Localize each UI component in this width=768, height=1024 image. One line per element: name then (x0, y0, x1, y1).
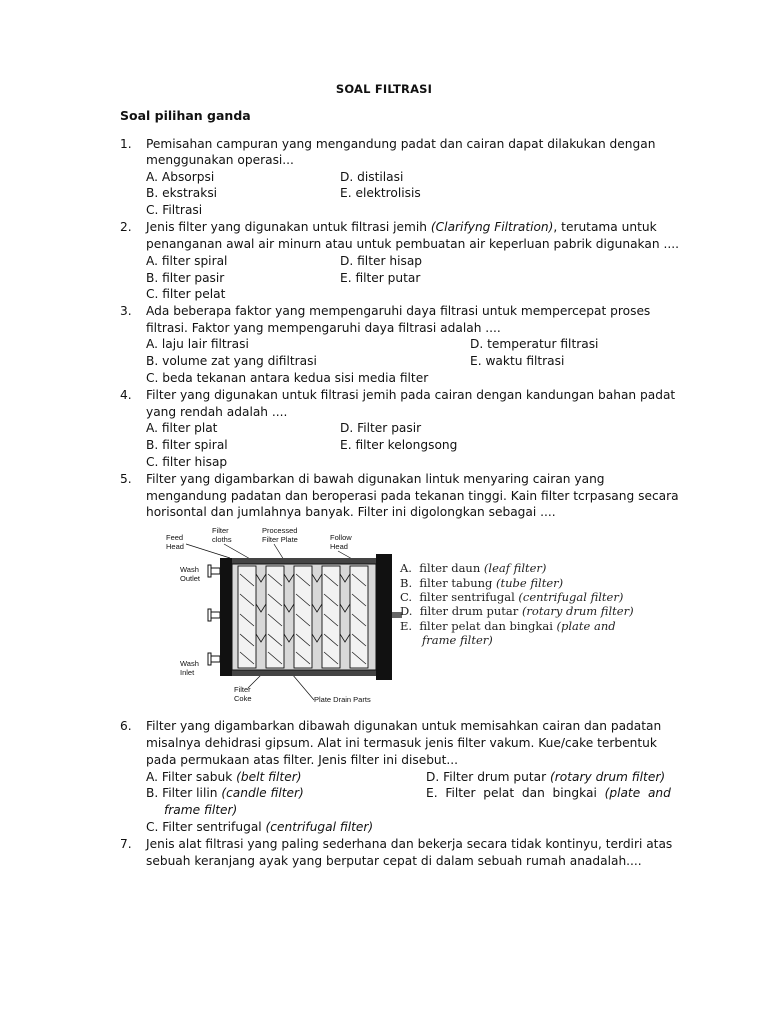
option-italic: (tube filter) (496, 576, 564, 590)
option-text: C. Filter sentrifugal (146, 820, 266, 834)
question-text: horisontal dan jumlahnya banyak. Filter ini digolongkan sebagai .... (146, 505, 556, 519)
label-plate-drain: Plate Drain Parts (314, 695, 371, 704)
option-d (426, 769, 665, 785)
question-text: misalnya dehidrasi gipsum. Alat ini termasuk jenis filter vakum. Kue/cake terbentuk (146, 736, 657, 750)
option-a: A. laju lair filtrasi (146, 337, 249, 351)
question-text: penanganan awal air minurn atau untuk pembuatan air keperluan pabrik digunakan .... (146, 237, 679, 251)
option-italic: (belt filter) (236, 770, 302, 784)
question-text: sebuah keranjang ayak yang berputar cepat di dalam sebuah rumah anadalah.... (146, 854, 642, 868)
question-number: 5. (120, 472, 132, 486)
option-e: E. filter kelongsong (340, 438, 458, 452)
option-b: B. volume zat yang difiltrasi (146, 354, 317, 368)
option-italic: (centrifugal filter) (518, 590, 624, 604)
option-text: filter drum putar (419, 604, 522, 618)
label-processed: Processed (262, 526, 298, 535)
label-wash-outlet-2: Outlet (180, 574, 201, 583)
option-key: A. (400, 561, 412, 575)
option-b-cont (164, 802, 237, 818)
question-text-part: , terutama untuk (553, 220, 657, 234)
label-filter-cloths-1: Filter (212, 526, 229, 535)
option-italic: (rotary drum filter) (550, 770, 666, 784)
label-wash-inlet-2: Inlet (180, 668, 195, 677)
figure-option-b (400, 576, 563, 591)
label-feed: Feed (166, 533, 184, 542)
question-number: 3. (120, 304, 132, 318)
label-feed-head: Head (166, 542, 184, 551)
option-d: D. distilasi (340, 170, 404, 184)
option-key: B. (400, 576, 413, 590)
label-filter-plate: Filter Plate (262, 535, 298, 544)
question-text-part: Jenis filter yang digunakan untuk filtrasi jemih (146, 220, 431, 234)
question-number: 1. (120, 137, 132, 151)
option-italic: (plate and (556, 619, 616, 633)
option-d: D. Filter pasir (340, 421, 422, 435)
question-number: 4. (120, 388, 132, 402)
option-a: A. filter spiral (146, 254, 228, 268)
question-text (146, 219, 657, 235)
option-text: filter daun (419, 561, 484, 575)
option-a: A. Absorpsi (146, 170, 215, 184)
option-c: C. filter pelat (146, 287, 226, 301)
option-d: D. temperatur filtrasi (470, 337, 599, 351)
label-follow: Follow (330, 533, 352, 542)
label-filter-coke-2: Coke (234, 694, 252, 703)
section-subtitle: Soal pilihan ganda (120, 108, 251, 123)
option-a (146, 769, 301, 785)
figure-option-e-cont (422, 633, 493, 648)
option-text: A. Filter sabuk (146, 770, 237, 784)
option-b: B. filter pasir (146, 271, 225, 285)
option-text: filter sentrifugal (419, 590, 519, 604)
option-italic: (rotary drum filter) (521, 604, 634, 618)
option-a: A. filter plat (146, 421, 218, 435)
option-text: D. Filter drum putar (426, 770, 550, 784)
option-e: E. waktu filtrasi (470, 354, 565, 368)
figure-option-a (400, 561, 546, 576)
question-text: Filter yang digambarkan dibawah digunakan untuk memisahkan cairan dan padatan (146, 719, 662, 733)
option-italic: (centrifugal filter) (265, 820, 374, 834)
option-key: C. (400, 590, 413, 604)
option-c: C. beda tekanan antara kedua sisi media filter (146, 371, 429, 385)
option-text: E. Filter pelat dan bingkai (426, 786, 605, 800)
question-text-italic: (Clarifyng Filtration) (430, 220, 554, 234)
figure-option-e (400, 619, 616, 634)
option-text: B. Filter lilin (146, 786, 222, 800)
option-e: E. elektrolisis (340, 186, 421, 200)
option-c (146, 819, 373, 835)
option-italic: (candle filter) (221, 786, 304, 800)
question-text: Filter yang digunakan untuk filtrasi jemih pada cairan dengan kandungan bahan padat (146, 388, 676, 402)
option-italic: (leaf filter) (483, 561, 547, 575)
option-b: B. filter spiral (146, 438, 228, 452)
question-text: Jenis alat filtrasi yang paling sederhana dan bekerja secara tidak kontinyu, terdiri atas (146, 837, 673, 851)
filter-press-diagram (164, 524, 404, 706)
option-key: E. (400, 619, 413, 633)
label-filter-cloths-2: cloths (212, 535, 232, 544)
option-italic: (plate and (604, 786, 671, 800)
option-d: D. filter hisap (340, 254, 423, 268)
question-number: 2. (120, 220, 132, 234)
label-wash-outlet-1: Wash (180, 565, 199, 574)
label-wash-inlet-1: Wash (180, 659, 199, 668)
option-c: C. Filtrasi (146, 203, 203, 217)
figure-option-d (400, 604, 634, 619)
question-text: mengandung padatan dan beroperasi pada tekanan tinggi. Kain filter tcrpasang secara (146, 489, 679, 503)
question-number: 7. (120, 837, 132, 851)
figure-option-c (400, 590, 623, 605)
label-follow-head: Head (330, 542, 348, 551)
question-text: Filter yang digambarkan di bawah digunakan lintuk menyaring cairan yang (146, 472, 605, 486)
label-filter-coke-1: Filter (234, 685, 251, 694)
option-c: C. filter hisap (146, 455, 228, 469)
question-text: menggunakan operasi... (146, 153, 294, 167)
question-text: yang rendah adalah .... (146, 405, 288, 419)
option-italic: frame filter) (164, 803, 238, 817)
page-title: SOAL FILTRASI (335, 82, 433, 96)
question-text: Pemisahan campuran yang mengandung padat dan cairan dapat dilakukan dengan (146, 137, 656, 151)
option-text: filter pelat dan bingkai (419, 619, 557, 633)
question-text: pada permukaan atas filter. Jenis filter ini disebut... (146, 753, 459, 767)
question-text: Ada beberapa faktor yang mempengaruhi daya filtrasi untuk mempercepat proses (146, 304, 651, 318)
option-b (146, 785, 304, 801)
option-text: filter tabung (419, 576, 497, 590)
option-e: E. filter putar (340, 271, 421, 285)
question-number: 6. (120, 719, 132, 733)
option-italic: frame filter) (422, 633, 493, 647)
option-key: D. (400, 604, 413, 618)
option-e (426, 785, 671, 801)
option-b: B. ekstraksi (146, 186, 218, 200)
question-text: filtrasi. Faktor yang mempengaruhi daya filtrasi adalah .... (146, 321, 501, 335)
